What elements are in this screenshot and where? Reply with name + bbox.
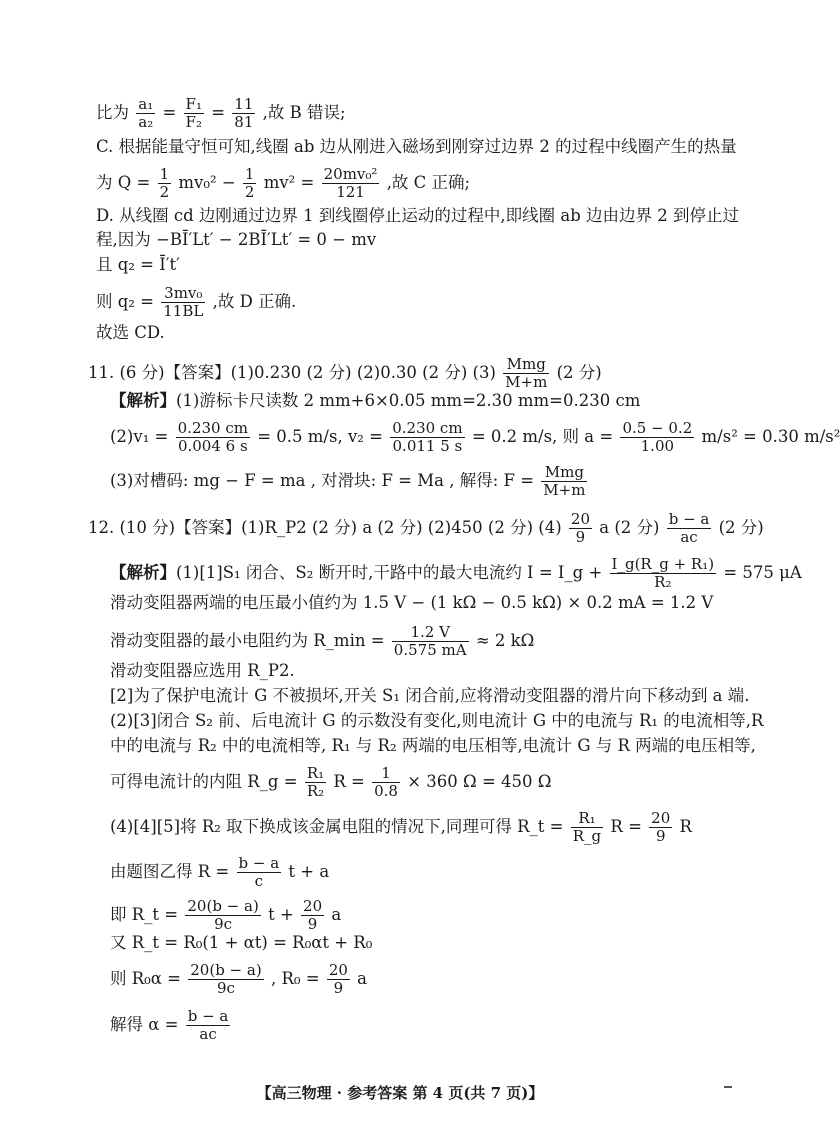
corner-mark — [724, 1086, 732, 1088]
numerator: 20 — [570, 510, 590, 528]
text: = — [162, 103, 177, 122]
denominator: M+m — [543, 481, 586, 499]
text: R = — [610, 817, 642, 836]
fraction — [610, 556, 717, 591]
q12-analysis-4: 滑动变阻器应选用 R_P2. — [110, 661, 295, 680]
text: (2)v₁ = — [110, 427, 169, 446]
fraction — [649, 810, 672, 845]
numerator: 1.2 V — [392, 624, 469, 642]
line-d-process: 程,因为 −BĪ′Lt′ − 2BĪ′Lt′ = 0 − mv — [96, 230, 377, 249]
numerator: F₁ — [185, 95, 202, 113]
q12-analysis-6: (2)[3]闭合 S₂ 前、后电流计 G 的示数没有变化,则电流计 G 中的电流与 R₁ 的电流相等,R — [110, 711, 764, 730]
numerator: 0.230 cm — [392, 419, 463, 437]
fraction — [161, 285, 205, 320]
text: ,故 D 正确. — [212, 292, 297, 311]
denominator: ac — [680, 528, 698, 546]
numerator: I_g(R_g + R₁) — [611, 555, 715, 573]
denominator: R₂ — [306, 782, 325, 800]
q11-analysis-2 — [110, 419, 840, 455]
fraction — [237, 855, 282, 890]
numerator: 20 — [328, 961, 348, 979]
fraction — [571, 810, 603, 845]
denominator: M+m — [505, 373, 548, 391]
fraction — [541, 464, 587, 499]
denominator: a₂ — [138, 113, 154, 131]
numerator: Mmg — [503, 356, 549, 374]
numerator: R₁ — [571, 810, 603, 828]
text: (2 分) — [718, 518, 764, 537]
q12-analysis-13 — [110, 962, 770, 997]
denominator: 9 — [575, 528, 586, 546]
text: 比为 — [96, 103, 129, 122]
numerator: R₁ — [306, 764, 325, 782]
q12-analysis-3 — [110, 624, 770, 659]
q12-analysis-14 — [110, 1008, 770, 1043]
q11-analysis-3 — [110, 464, 770, 499]
numerator: 20(b − a) — [187, 897, 259, 915]
numerator: 0.230 cm — [177, 419, 248, 437]
line-d-statement: D. 从线圈 cd 边刚通过边界 1 到线圈停止运动的过程中,即线圈 ab 边由边界 2 到停止过 — [96, 206, 740, 225]
line-choice: 故选 CD. — [96, 323, 165, 342]
analysis-label: 【解析】 — [110, 563, 176, 582]
denominator: 0.8 — [374, 782, 398, 800]
fraction — [327, 962, 350, 997]
numerator: b − a — [238, 854, 280, 872]
text: (1)[1]S₁ 闭合、S₂ 断开时,干路中的最大电流约 I = I_g + — [176, 563, 603, 582]
text: ,故 B 错误; — [262, 103, 346, 122]
numerator: 1 — [159, 165, 170, 183]
fraction — [305, 765, 326, 800]
fraction — [620, 420, 694, 455]
numerator: 20 — [303, 897, 323, 915]
text: a (2 分) — [599, 518, 660, 537]
analysis-label: 【解析】 — [110, 391, 176, 410]
page-footer: 【高三物理 · 参考答案 第 4 页(共 7 页)】 — [256, 1084, 544, 1102]
text: 则 R₀α = — [110, 969, 181, 988]
fraction — [232, 96, 255, 131]
text: 则 q₂ = — [96, 292, 154, 311]
numerator: a₁ — [138, 95, 154, 113]
line-d-charge: 且 q₂ = Ī′t′ — [96, 255, 180, 274]
text: ,故 C 正确; — [386, 173, 471, 192]
text: (1)游标卡尺读数 2 mm+6×0.05 mm=2.30 mm=0.230 cm — [176, 391, 641, 410]
text: , R₀ = — [270, 969, 320, 988]
line-b-conclusion — [96, 96, 770, 131]
text: 12. (10 分)【答案】(1)R_P2 (2 分) a (2 分) (2)450 (2 分) (4) — [88, 518, 562, 537]
fraction — [390, 420, 464, 455]
text: × 360 Ω = 450 Ω — [407, 772, 552, 791]
text: (4)[4][5]将 R₂ 取下换成该金属电阻的情况下,同理可得 R_t = — [110, 817, 564, 836]
denominator: ac — [199, 1025, 217, 1043]
text: 解得 α = — [110, 1015, 179, 1034]
q12-analysis-1 — [110, 555, 802, 591]
denominator: 0.575 mA — [393, 641, 467, 659]
denominator: 2 — [244, 183, 255, 201]
q12-analysis-8 — [110, 765, 770, 800]
numerator: Mmg — [541, 464, 587, 482]
denominator: 1.00 — [640, 437, 675, 455]
text: = 575 μA — [723, 563, 802, 582]
numerator: b − a — [187, 1007, 229, 1025]
q12-analysis-7: 中的电流与 R₂ 中的电流相等, R₁ 与 R₂ 两端的电压相等,电流计 G 与 R 两端的电压相等, — [110, 736, 756, 755]
fraction — [185, 898, 260, 933]
fraction — [188, 962, 263, 997]
denominator: 2 — [159, 183, 170, 201]
numerator: 0.5 − 0.2 — [622, 419, 693, 437]
text: (2 分) — [556, 363, 602, 382]
text: mv₀² − — [178, 173, 236, 192]
fraction — [301, 898, 324, 933]
fraction — [372, 765, 400, 800]
text: = 0.5 m/s, v₂ = — [257, 427, 383, 446]
q12-analysis-10 — [110, 855, 770, 890]
denominator: R_g — [572, 827, 602, 845]
denominator: 9 — [655, 827, 666, 845]
text: R — [679, 817, 692, 836]
denominator: F₂ — [185, 113, 202, 131]
q12-analysis-5: [2]为了保护电流计 G 不被损坏,开关 S₁ 闭合前,应将滑动变阻器的滑片向下移动到 a 端. — [110, 686, 750, 705]
denominator: 0.004 6 s — [177, 437, 248, 455]
numerator: 20(b − a) — [190, 961, 262, 979]
q11-analysis-1 — [110, 390, 770, 412]
q11-answer — [88, 356, 770, 391]
fraction — [186, 1008, 231, 1043]
text: 即 R_t = — [110, 905, 179, 924]
fraction — [569, 511, 592, 546]
text: 由题图乙得 R = — [110, 862, 230, 881]
numerator: b − a — [668, 510, 710, 528]
text: = — [211, 103, 226, 122]
text: 可得电流计的内阻 R_g = — [110, 772, 298, 791]
denominator: 9 — [333, 979, 344, 997]
fraction — [176, 420, 250, 455]
fraction — [136, 96, 155, 131]
text: 为 Q = — [96, 173, 151, 192]
fraction — [158, 166, 172, 201]
denominator: 121 — [336, 183, 365, 201]
denominator: c — [254, 872, 264, 890]
denominator: 11BL — [163, 302, 204, 320]
numerator: 20 — [651, 809, 671, 827]
text: 11. (6 分)【答案】(1)0.230 (2 分) (2)0.30 (2 分) (3) — [88, 363, 496, 382]
fraction — [503, 356, 549, 391]
numerator: 1 — [244, 165, 255, 183]
q12-analysis-12: 又 R_t = R₀(1 + αt) = R₀αt + R₀ — [110, 933, 373, 952]
text: R = — [333, 772, 365, 791]
text: t + — [268, 905, 294, 924]
fraction — [243, 166, 257, 201]
denominator: 0.011 5 s — [392, 437, 463, 455]
q12-analysis-2: 滑动变阻器两端的电压最小值约为 1.5 V − (1 kΩ − 0.5 kΩ) × 0.2 mA = 1.2 V — [110, 593, 714, 612]
line-c-statement: C. 根据能量守恒可知,线圈 ab 边从刚进入磁场到刚穿过边界 2 的过程中线圈产生的热量 — [96, 137, 737, 156]
line-c-heat — [96, 166, 770, 201]
q12-analysis-9 — [110, 810, 770, 845]
text: t + a — [288, 862, 330, 881]
fraction — [392, 624, 469, 659]
numerator: 1 — [372, 765, 400, 783]
text: a — [357, 969, 367, 988]
fraction — [322, 166, 380, 201]
denominator: 9 — [307, 915, 318, 933]
text: (3)对槽码: mg − F = ma , 对滑块: F = Ma , 解得: F = — [110, 471, 535, 490]
text: ≈ 2 kΩ — [475, 631, 535, 650]
q12-analysis-11 — [110, 898, 770, 933]
text: m/s² = 0.30 m/s² — [701, 427, 840, 446]
numerator: 11 — [234, 95, 254, 113]
fraction — [667, 511, 712, 546]
q12-answer — [88, 511, 770, 546]
denominator: 9c — [217, 979, 235, 997]
fraction — [184, 96, 204, 131]
denominator: 81 — [234, 113, 254, 131]
numerator: 20mv₀² — [323, 165, 378, 183]
text: mv² = — [263, 173, 315, 192]
text: = 0.2 m/s, 则 a = — [471, 427, 614, 446]
text: 滑动变阻器的最小电阻约为 R_min = — [110, 631, 385, 650]
numerator: 3mv₀ — [161, 285, 205, 303]
text: a — [331, 905, 342, 924]
line-d-conclusion — [96, 285, 770, 320]
denominator: 9c — [214, 915, 233, 933]
denominator: R₂ — [654, 573, 672, 591]
